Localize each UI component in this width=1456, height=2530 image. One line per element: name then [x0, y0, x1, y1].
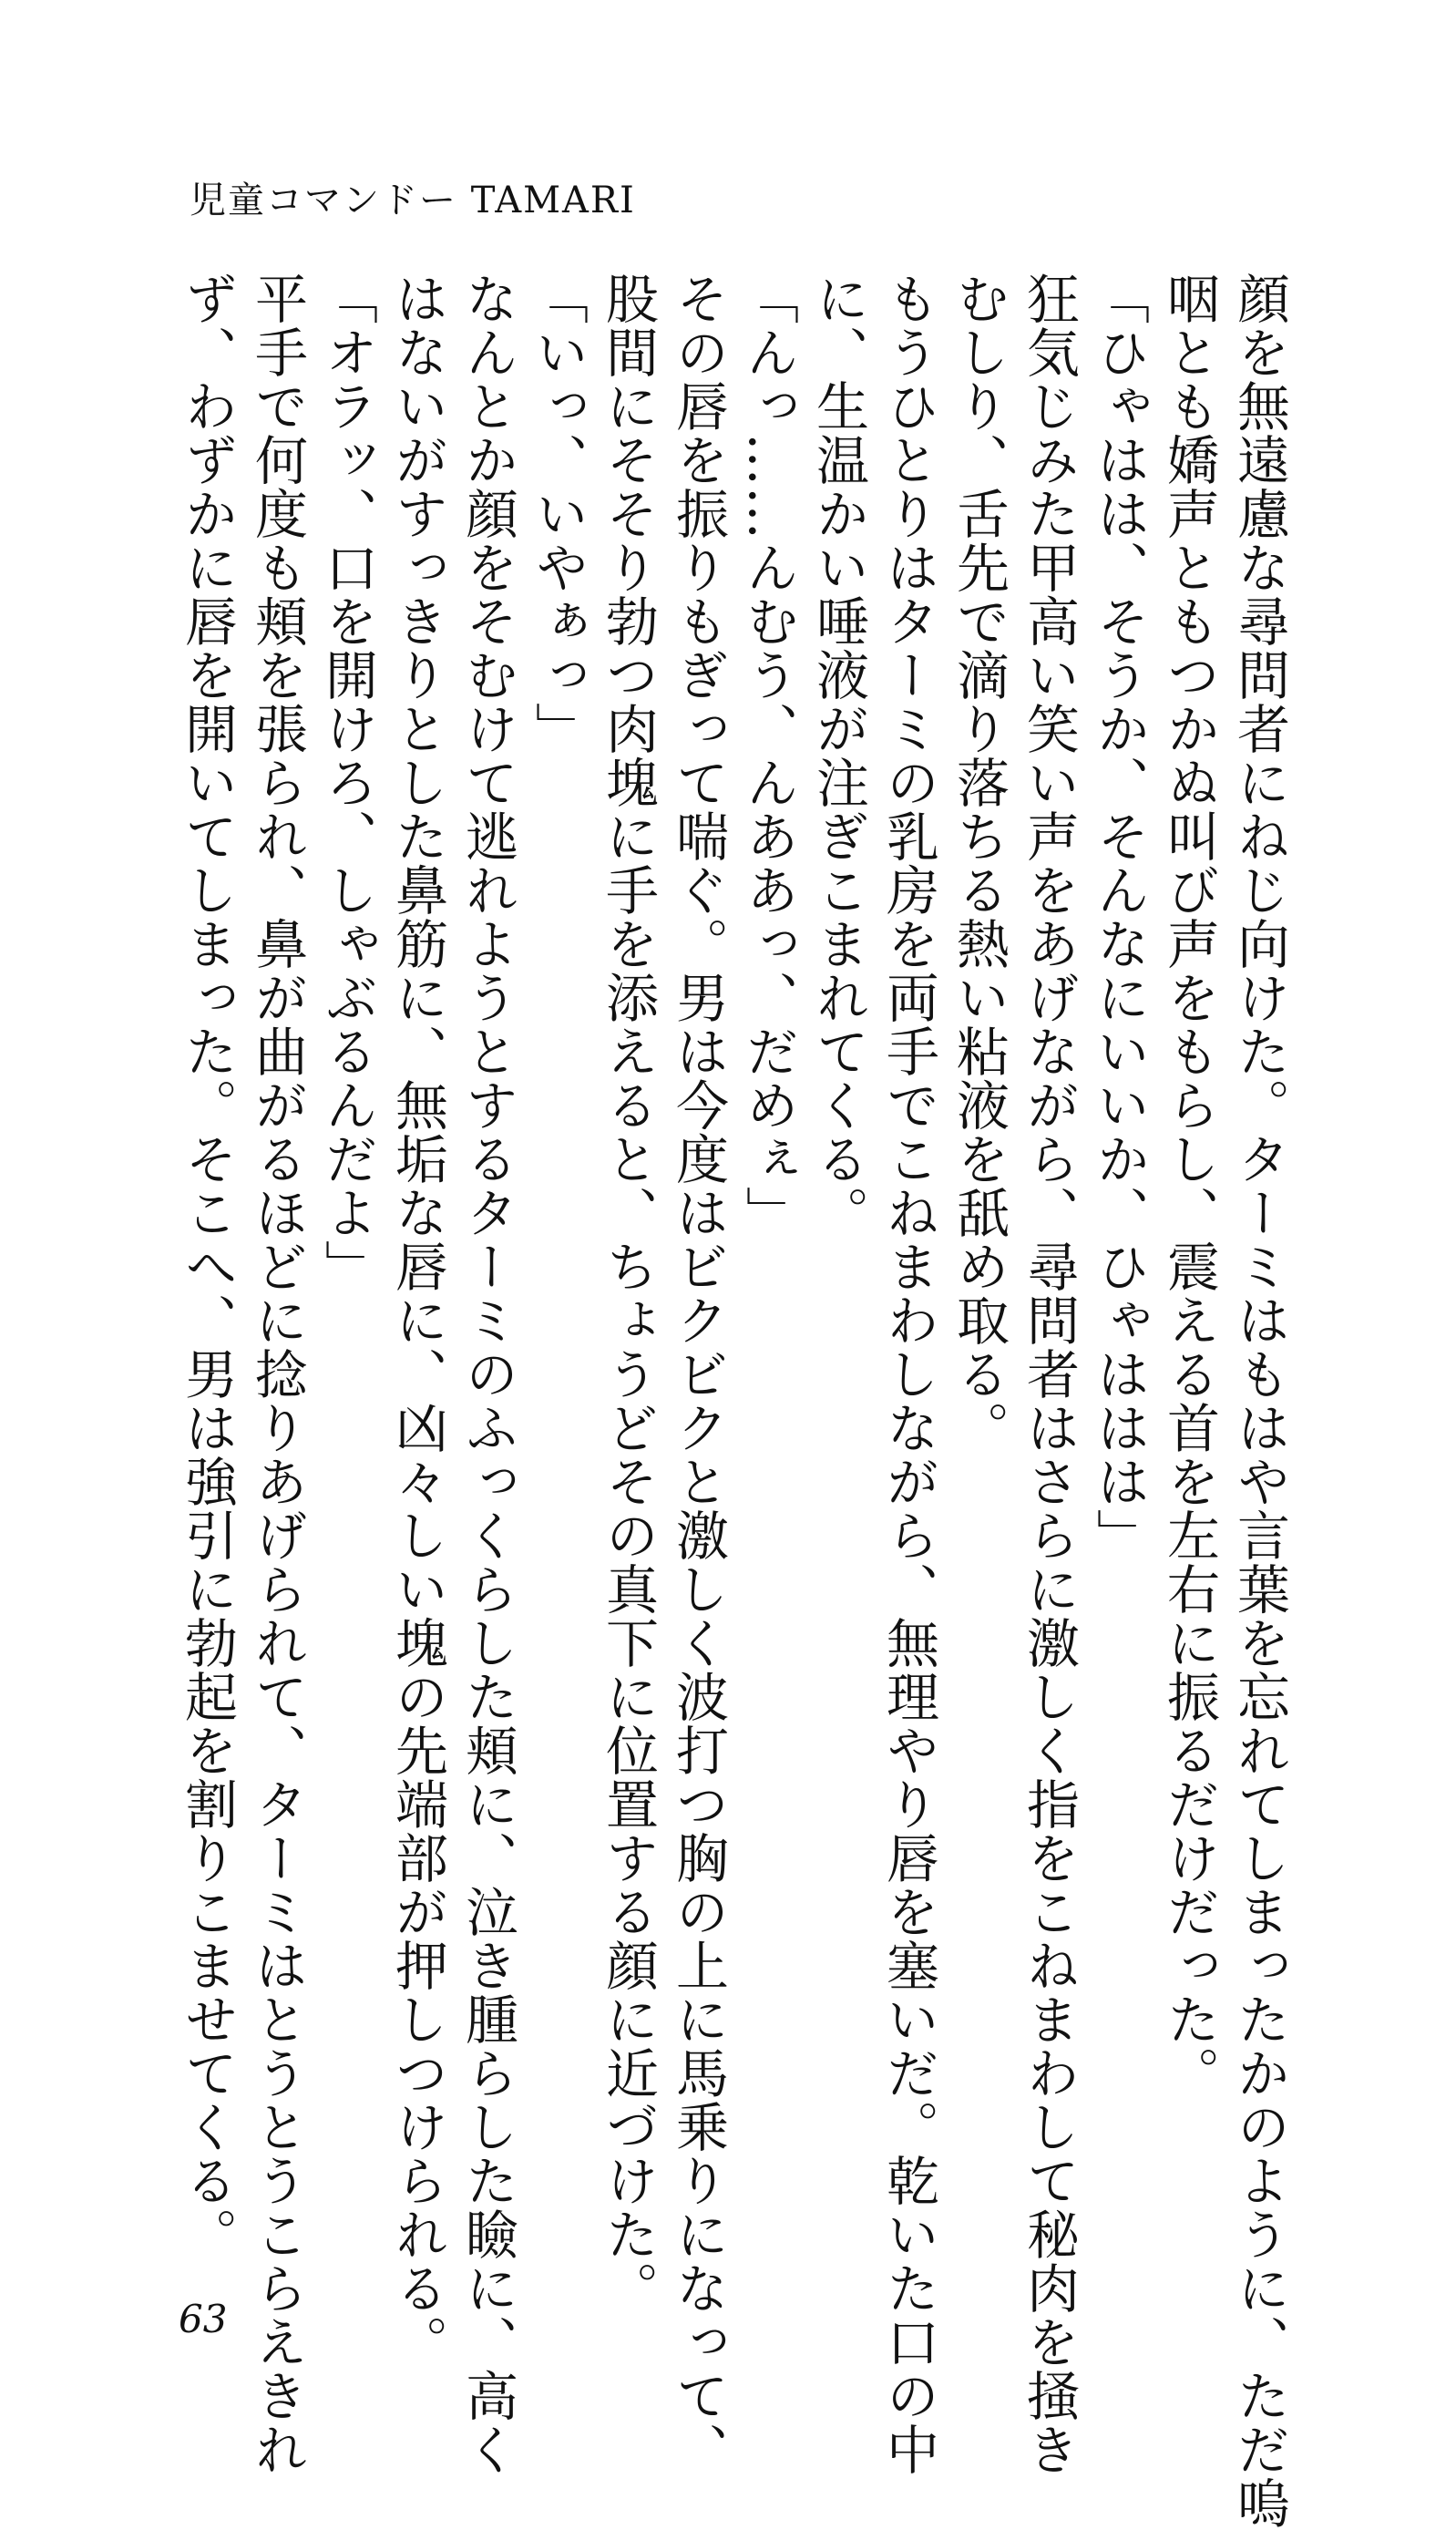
page-number: 63 — [179, 2297, 228, 2341]
text-line: 狂気じみた甲高い笑い声をあげながら、尋問者はさらに激しく指をこねまわして秘肉を掻き — [1018, 272, 1080, 2476]
text-line: に、生温かい唾液が注ぎこまれてくる。 — [807, 272, 869, 1239]
text-line: 股間にそそり勃つ肉塊に手を添えると、ちょうどその真下に位置する顔に近づけた。 — [597, 272, 659, 2315]
text-line: 「オラッ、口を開けろ、しゃぶるんだよ」 — [316, 272, 378, 1293]
running-header: 児童コマンドー TAMARI — [190, 180, 636, 221]
text-line: ず、わずかに唇を開いてしまった。そこへ、男は強引に勃起を割りこませてくる。 — [176, 272, 238, 2261]
text-line: 「ひゃはは、そうか、そんなにいいか、ひゃははは」 — [1088, 272, 1150, 1562]
text-line: 「いっ、いやぁっ」 — [527, 272, 589, 756]
text-line: 平手で何度も頬を張られ、鼻が曲がるほどに捻りあげられて、ターミはとうとうこらえきれ — [246, 272, 308, 2476]
text-line: むしり、舌先で滴り落ちる熱い粘液を舐め取る。 — [948, 272, 1010, 1455]
text-line: その唇を振りもぎって喘ぐ。男は今度はビクビクと激しく波打つ胸の上に馬乗りになって、 — [667, 272, 729, 2476]
text-line: 咽とも嬌声ともつかぬ叫び声をもらし、震える首を左右に振るだけだった。 — [1158, 272, 1220, 2100]
text-line: なんとか顔をそむけて逃れようとするターミのふっくらした頬に、泣き腫らした瞼に、高く — [456, 272, 518, 2476]
text-line: 顔を無遠慮な尋問者にねじ向けた。ターミはもはや言葉を忘れてしまったかのように、ただ嗚 — [1228, 272, 1290, 2530]
text-line: はないがすっきりとした鼻筋に、無垢な唇に、凶々しい塊の先端部が押しつけられる。 — [386, 272, 448, 2369]
text-line: もうひとりはターミの乳房を両手でこねまわしながら、無理やり唇を塞いだ。乾いた口の中 — [877, 272, 939, 2476]
text-line: 「んっ……んむう、んああっ、だめぇ」 — [737, 272, 799, 1239]
